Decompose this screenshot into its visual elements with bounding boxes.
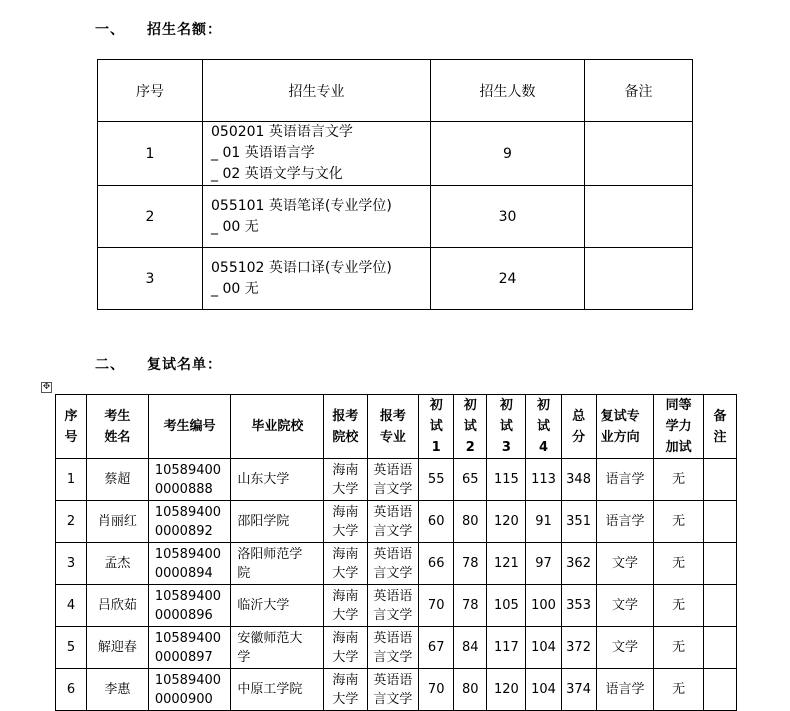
candidate-row bbox=[56, 459, 737, 501]
cell-id bbox=[148, 627, 231, 669]
cell-school bbox=[231, 543, 324, 585]
apply-school-line: 大学 bbox=[332, 607, 359, 623]
cell-s4: 97 bbox=[526, 543, 561, 585]
candidate-id-line: 0000897 bbox=[154, 649, 213, 665]
cell-count: 24 bbox=[431, 248, 585, 310]
candidate-id-line: 0000896 bbox=[154, 607, 213, 623]
cell-total: 372 bbox=[561, 627, 596, 669]
header-s4-line: 初 bbox=[536, 398, 550, 413]
header-extra bbox=[654, 395, 704, 459]
header-no-line: 号 bbox=[64, 429, 78, 445]
school-line: 临沂大学 bbox=[237, 598, 290, 613]
cell-apply-major bbox=[367, 501, 419, 543]
cell-no: 5 bbox=[56, 627, 87, 669]
cell-s1: 70 bbox=[419, 669, 454, 711]
header-direction bbox=[596, 395, 654, 459]
school-line: 邵阳学院 bbox=[237, 514, 290, 529]
cell-s4: 100 bbox=[526, 585, 561, 627]
cell-total: 362 bbox=[561, 543, 596, 585]
header-direction-line: 业方向 bbox=[600, 429, 640, 445]
section-title: 复试名单： bbox=[147, 357, 222, 373]
cell-note bbox=[703, 543, 736, 585]
cell-apply-major bbox=[367, 669, 419, 711]
candidate-row bbox=[56, 543, 737, 585]
header-name-line: 考生 bbox=[104, 408, 131, 424]
cell-note bbox=[703, 669, 736, 711]
cell-note bbox=[703, 501, 736, 543]
cell-extra: 无 bbox=[654, 585, 704, 627]
cell-s3: 105 bbox=[487, 585, 526, 627]
cell-no: 2 bbox=[98, 186, 203, 248]
cell-s2: 84 bbox=[454, 627, 487, 669]
header-apply-school-line: 院校 bbox=[332, 429, 359, 445]
cell-apply-school bbox=[324, 459, 367, 501]
cell-school bbox=[231, 627, 324, 669]
apply-major-line: 英语语 bbox=[373, 462, 413, 478]
quota-table-row bbox=[98, 248, 693, 310]
cell-note bbox=[703, 585, 736, 627]
school-line: 学 bbox=[237, 649, 251, 665]
cell-name: 吕欣茹 bbox=[86, 585, 148, 627]
candidate-id-line: 10589400 bbox=[154, 546, 222, 562]
header-extra-line: 加试 bbox=[665, 440, 692, 455]
school-line: 洛阳师范学 bbox=[237, 546, 303, 562]
apply-school-line: 海南 bbox=[332, 630, 359, 646]
section-heading-quota bbox=[95, 19, 222, 39]
apply-school-line: 海南 bbox=[332, 462, 359, 478]
header-no-line: 序 bbox=[64, 408, 78, 424]
section-number: 一、 bbox=[95, 22, 125, 38]
header-note bbox=[703, 395, 736, 459]
cell-s2: 78 bbox=[454, 543, 487, 585]
cell-no: 4 bbox=[56, 585, 87, 627]
header-s2-line: 2 bbox=[465, 440, 475, 455]
candidate-row bbox=[56, 627, 737, 669]
apply-major-line: 言文学 bbox=[373, 481, 413, 497]
header-s1-line: 试 bbox=[429, 419, 443, 434]
header-s3-line: 3 bbox=[501, 440, 511, 455]
header-id-line: 考生编号 bbox=[163, 419, 216, 434]
cell-extra: 无 bbox=[654, 669, 704, 711]
apply-major-line: 英语语 bbox=[373, 546, 413, 562]
header-direction-line: 复试专 bbox=[600, 408, 640, 424]
header-name-line: 姓名 bbox=[104, 429, 131, 445]
apply-major-line: 言文学 bbox=[373, 649, 413, 665]
cell-count: 9 bbox=[431, 122, 585, 186]
header-extra-line: 学力 bbox=[665, 419, 692, 434]
candidate-id-line: 0000894 bbox=[154, 565, 213, 581]
cell-no: 1 bbox=[56, 459, 87, 501]
cell-no: 2 bbox=[56, 501, 87, 543]
header-s1 bbox=[419, 395, 454, 459]
cell-s1: 60 bbox=[419, 501, 454, 543]
cell-school bbox=[231, 501, 324, 543]
quota-table bbox=[97, 59, 693, 310]
apply-school-line: 海南 bbox=[332, 504, 359, 520]
cell-s3: 121 bbox=[487, 543, 526, 585]
candidate-row bbox=[56, 669, 737, 711]
header-s4-line: 4 bbox=[538, 440, 549, 455]
header-id bbox=[148, 395, 231, 459]
section-number: 二、 bbox=[95, 357, 125, 373]
cell-no: 6 bbox=[56, 669, 87, 711]
apply-major-line: 英语语 bbox=[373, 672, 413, 688]
cell-direction: 语言学 bbox=[596, 459, 654, 501]
cell-no: 1 bbox=[98, 122, 203, 186]
cell-s1: 70 bbox=[419, 585, 454, 627]
header-s3-line: 初 bbox=[499, 398, 513, 413]
header-apply-major-line: 专业 bbox=[379, 429, 406, 445]
cell-apply-school bbox=[324, 543, 367, 585]
cell-total: 348 bbox=[561, 459, 596, 501]
cell-total: 351 bbox=[561, 501, 596, 543]
cell-s1: 67 bbox=[419, 627, 454, 669]
apply-major-line: 英语语 bbox=[373, 588, 413, 604]
cell-count: 30 bbox=[431, 186, 585, 248]
header-s1-line: 初 bbox=[429, 398, 443, 413]
apply-school-line: 海南 bbox=[332, 588, 359, 604]
header-note-line: 注 bbox=[713, 429, 727, 445]
apply-school-line: 大学 bbox=[332, 691, 359, 707]
cell-direction: 文学 bbox=[596, 543, 654, 585]
header-s4-line: 试 bbox=[536, 419, 550, 434]
candidate-id-line: 0000900 bbox=[154, 691, 213, 707]
candidate-id-line: 10589400 bbox=[154, 630, 222, 646]
cell-apply-major bbox=[367, 627, 419, 669]
move-anchor-icon[interactable]: ✥ bbox=[42, 382, 51, 392]
cell-name: 肖丽红 bbox=[86, 501, 148, 543]
cell-s4: 113 bbox=[526, 459, 561, 501]
header-total bbox=[561, 395, 596, 459]
header-s2-line: 初 bbox=[463, 398, 477, 413]
retest-table-header-row bbox=[56, 395, 737, 459]
header-s3-line: 试 bbox=[499, 419, 513, 434]
school-line: 院 bbox=[237, 565, 251, 581]
school-line: 山东大学 bbox=[237, 472, 290, 487]
cell-s4: 104 bbox=[526, 669, 561, 711]
cell-s4: 91 bbox=[526, 501, 561, 543]
header-total-line: 总 bbox=[572, 408, 586, 424]
header-s1-line: 1 bbox=[431, 440, 441, 455]
header-major: 招生专业 bbox=[203, 60, 431, 122]
cell-s2: 80 bbox=[454, 669, 487, 711]
candidate-row bbox=[56, 501, 737, 543]
cell-no: 3 bbox=[56, 543, 87, 585]
cell-id bbox=[148, 543, 231, 585]
candidate-id-line: 10589400 bbox=[154, 588, 222, 604]
header-s3 bbox=[487, 395, 526, 459]
major-line: _ 02 英语文学与文化 bbox=[211, 166, 343, 182]
apply-major-line: 英语语 bbox=[373, 630, 413, 646]
cell-apply-major bbox=[367, 585, 419, 627]
cell-name: 蔡超 bbox=[86, 459, 148, 501]
cell-note bbox=[585, 122, 693, 186]
header-s4 bbox=[526, 395, 561, 459]
major-line: 055102 英语口译(专业学位) bbox=[211, 259, 392, 276]
cell-note bbox=[703, 627, 736, 669]
header-note-line: 备 bbox=[713, 408, 727, 424]
apply-school-line: 大学 bbox=[332, 523, 359, 539]
header-no bbox=[56, 395, 87, 459]
header-apply-major bbox=[367, 395, 419, 459]
apply-major-line: 言文学 bbox=[373, 607, 413, 623]
cell-extra: 无 bbox=[654, 501, 704, 543]
header-note: 备注 bbox=[585, 60, 693, 122]
apply-school-line: 大学 bbox=[332, 481, 359, 497]
cell-s2: 80 bbox=[454, 501, 487, 543]
candidate-row bbox=[56, 585, 737, 627]
major-line: _ 00 无 bbox=[211, 218, 259, 235]
major-line: _ 00 无 bbox=[211, 280, 259, 297]
apply-school-line: 海南 bbox=[332, 546, 359, 562]
quota-table-header-row bbox=[98, 60, 693, 122]
cell-note bbox=[585, 248, 693, 310]
cell-school bbox=[231, 669, 324, 711]
apply-major-line: 英语语 bbox=[373, 504, 413, 520]
header-count: 招生人数 bbox=[431, 60, 585, 122]
cell-apply-major bbox=[367, 543, 419, 585]
cell-id bbox=[148, 459, 231, 501]
candidate-id-line: 0000892 bbox=[154, 523, 213, 539]
cell-school bbox=[231, 585, 324, 627]
cell-s1: 55 bbox=[419, 459, 454, 501]
candidate-id-line: 10589400 bbox=[154, 672, 222, 688]
cell-name: 李惠 bbox=[86, 669, 148, 711]
section-heading-retest-list bbox=[95, 354, 222, 374]
cell-note bbox=[585, 186, 693, 248]
cell-total: 353 bbox=[561, 585, 596, 627]
cell-s2: 78 bbox=[454, 585, 487, 627]
cell-apply-school bbox=[324, 669, 367, 711]
apply-school-line: 大学 bbox=[332, 649, 359, 665]
cell-direction: 文学 bbox=[596, 585, 654, 627]
major-line: _ 01 英语语言学 bbox=[211, 145, 315, 161]
cell-name: 解迎春 bbox=[86, 627, 148, 669]
cell-major bbox=[203, 122, 431, 186]
header-name bbox=[86, 395, 148, 459]
apply-school-line: 大学 bbox=[332, 565, 359, 581]
school-line: 中原工学院 bbox=[237, 682, 303, 697]
header-s2 bbox=[454, 395, 487, 459]
cell-s1: 66 bbox=[419, 543, 454, 585]
header-apply-school-line: 报考 bbox=[332, 408, 359, 424]
quota-table-row bbox=[98, 186, 693, 248]
cell-extra: 无 bbox=[654, 627, 704, 669]
apply-major-line: 言文学 bbox=[373, 565, 413, 581]
retest-table bbox=[55, 394, 737, 711]
apply-school-line: 海南 bbox=[332, 672, 359, 688]
header-school-line: 毕业院校 bbox=[251, 419, 304, 434]
cell-s3: 117 bbox=[487, 627, 526, 669]
header-total-line: 分 bbox=[572, 429, 586, 445]
cell-s3: 115 bbox=[487, 459, 526, 501]
cell-school bbox=[231, 459, 324, 501]
cell-id bbox=[148, 501, 231, 543]
cell-id bbox=[148, 585, 231, 627]
cell-total: 374 bbox=[561, 669, 596, 711]
cell-s2: 65 bbox=[454, 459, 487, 501]
cell-name: 孟杰 bbox=[86, 543, 148, 585]
cell-apply-school bbox=[324, 627, 367, 669]
cell-major bbox=[203, 248, 431, 310]
apply-major-line: 言文学 bbox=[373, 523, 413, 539]
cell-s3: 120 bbox=[487, 669, 526, 711]
cell-s3: 120 bbox=[487, 501, 526, 543]
cell-extra: 无 bbox=[654, 543, 704, 585]
header-apply-school bbox=[324, 395, 367, 459]
apply-major-line: 言文学 bbox=[373, 691, 413, 707]
header-apply-major-line: 报考 bbox=[379, 408, 406, 424]
quota-table-row bbox=[98, 122, 693, 186]
cell-id bbox=[148, 669, 231, 711]
cell-major bbox=[203, 186, 431, 248]
section-title: 招生名额： bbox=[147, 22, 222, 38]
header-s2-line: 试 bbox=[463, 419, 477, 434]
retest-table-body bbox=[56, 459, 737, 711]
cell-no: 3 bbox=[98, 248, 203, 310]
cell-direction: 文学 bbox=[596, 627, 654, 669]
cell-s4: 104 bbox=[526, 627, 561, 669]
cell-extra: 无 bbox=[654, 459, 704, 501]
header-school bbox=[231, 395, 324, 459]
header-no: 序号 bbox=[98, 60, 203, 122]
candidate-id-line: 10589400 bbox=[154, 504, 222, 520]
candidate-id-line: 0000888 bbox=[154, 481, 213, 497]
cell-apply-school bbox=[324, 585, 367, 627]
cell-direction: 语言学 bbox=[596, 501, 654, 543]
cell-direction: 语言学 bbox=[596, 669, 654, 711]
quota-table-body bbox=[98, 122, 693, 310]
major-line: 055101 英语笔译(专业学位) bbox=[211, 197, 392, 214]
candidate-id-line: 10589400 bbox=[154, 462, 222, 478]
cell-note bbox=[703, 459, 736, 501]
major-line: 050201 英语语言文学 bbox=[211, 124, 353, 140]
cell-apply-school bbox=[324, 501, 367, 543]
cell-apply-major bbox=[367, 459, 419, 501]
header-extra-line: 同等 bbox=[665, 398, 692, 413]
school-line: 安徽师范大 bbox=[237, 630, 303, 646]
